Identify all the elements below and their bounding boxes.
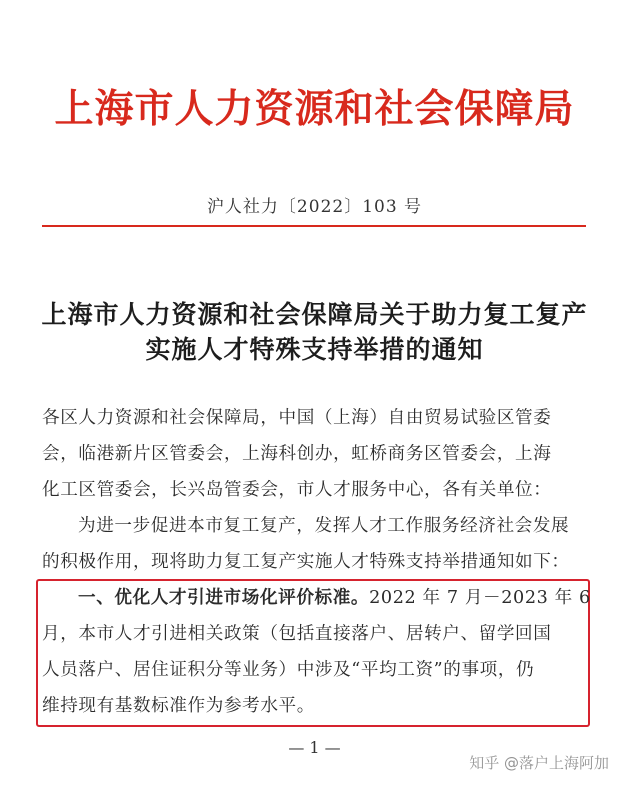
document-title-line-1: 上海市人力资源和社会保障局关于助力复工复产 bbox=[41, 300, 588, 329]
recipients-line-2: 会，临港新片区管委会，上海科创办，虹桥商务区管委会，上海 bbox=[42, 444, 552, 464]
document-number: 沪人社力〔2022〕103 号 bbox=[206, 197, 423, 217]
issuing-authority-header: 上海市人力资源和社会保障局 bbox=[54, 86, 575, 132]
watermark-text: 知乎 @落户上海阿加 bbox=[469, 754, 609, 772]
intro-line-2: 的积极作用，现将助力复工复产实施人才特殊支持举措通知如下： bbox=[42, 552, 570, 572]
item1-first-line bbox=[78, 587, 590, 609]
intro-line-1: 为进一步促进本市复工复产，发挥人才工作服务经济社会发展 bbox=[78, 516, 570, 536]
item1-first-line-rest: 2022 年 7 月－2023 年 6 bbox=[369, 588, 591, 608]
page-number: — 1 — bbox=[288, 738, 341, 757]
recipients-line-3: 化工区管委会，长兴岛管委会，市人才服务中心，各有关单位： bbox=[42, 480, 552, 500]
item1-line-4: 维持现有基数标准作为参考水平。 bbox=[42, 696, 315, 716]
item1-line-3: 人员落户、居住证积分等业务）中涉及“平均工资”的事项，仍 bbox=[42, 660, 535, 680]
document-title-line-2: 实施人才特殊支持举措的通知 bbox=[145, 335, 484, 364]
recipients-line-1: 各区人力资源和社会保障局，中国（上海）自由贸易试验区管委 bbox=[42, 408, 552, 428]
item1-heading: 一、优化人才引进市场化评价标准。 bbox=[78, 587, 370, 608]
item1-line-2: 月，本市人才引进相关政策（包括直接落户、居转户、留学回国 bbox=[42, 624, 552, 644]
red-divider-line bbox=[42, 225, 586, 227]
